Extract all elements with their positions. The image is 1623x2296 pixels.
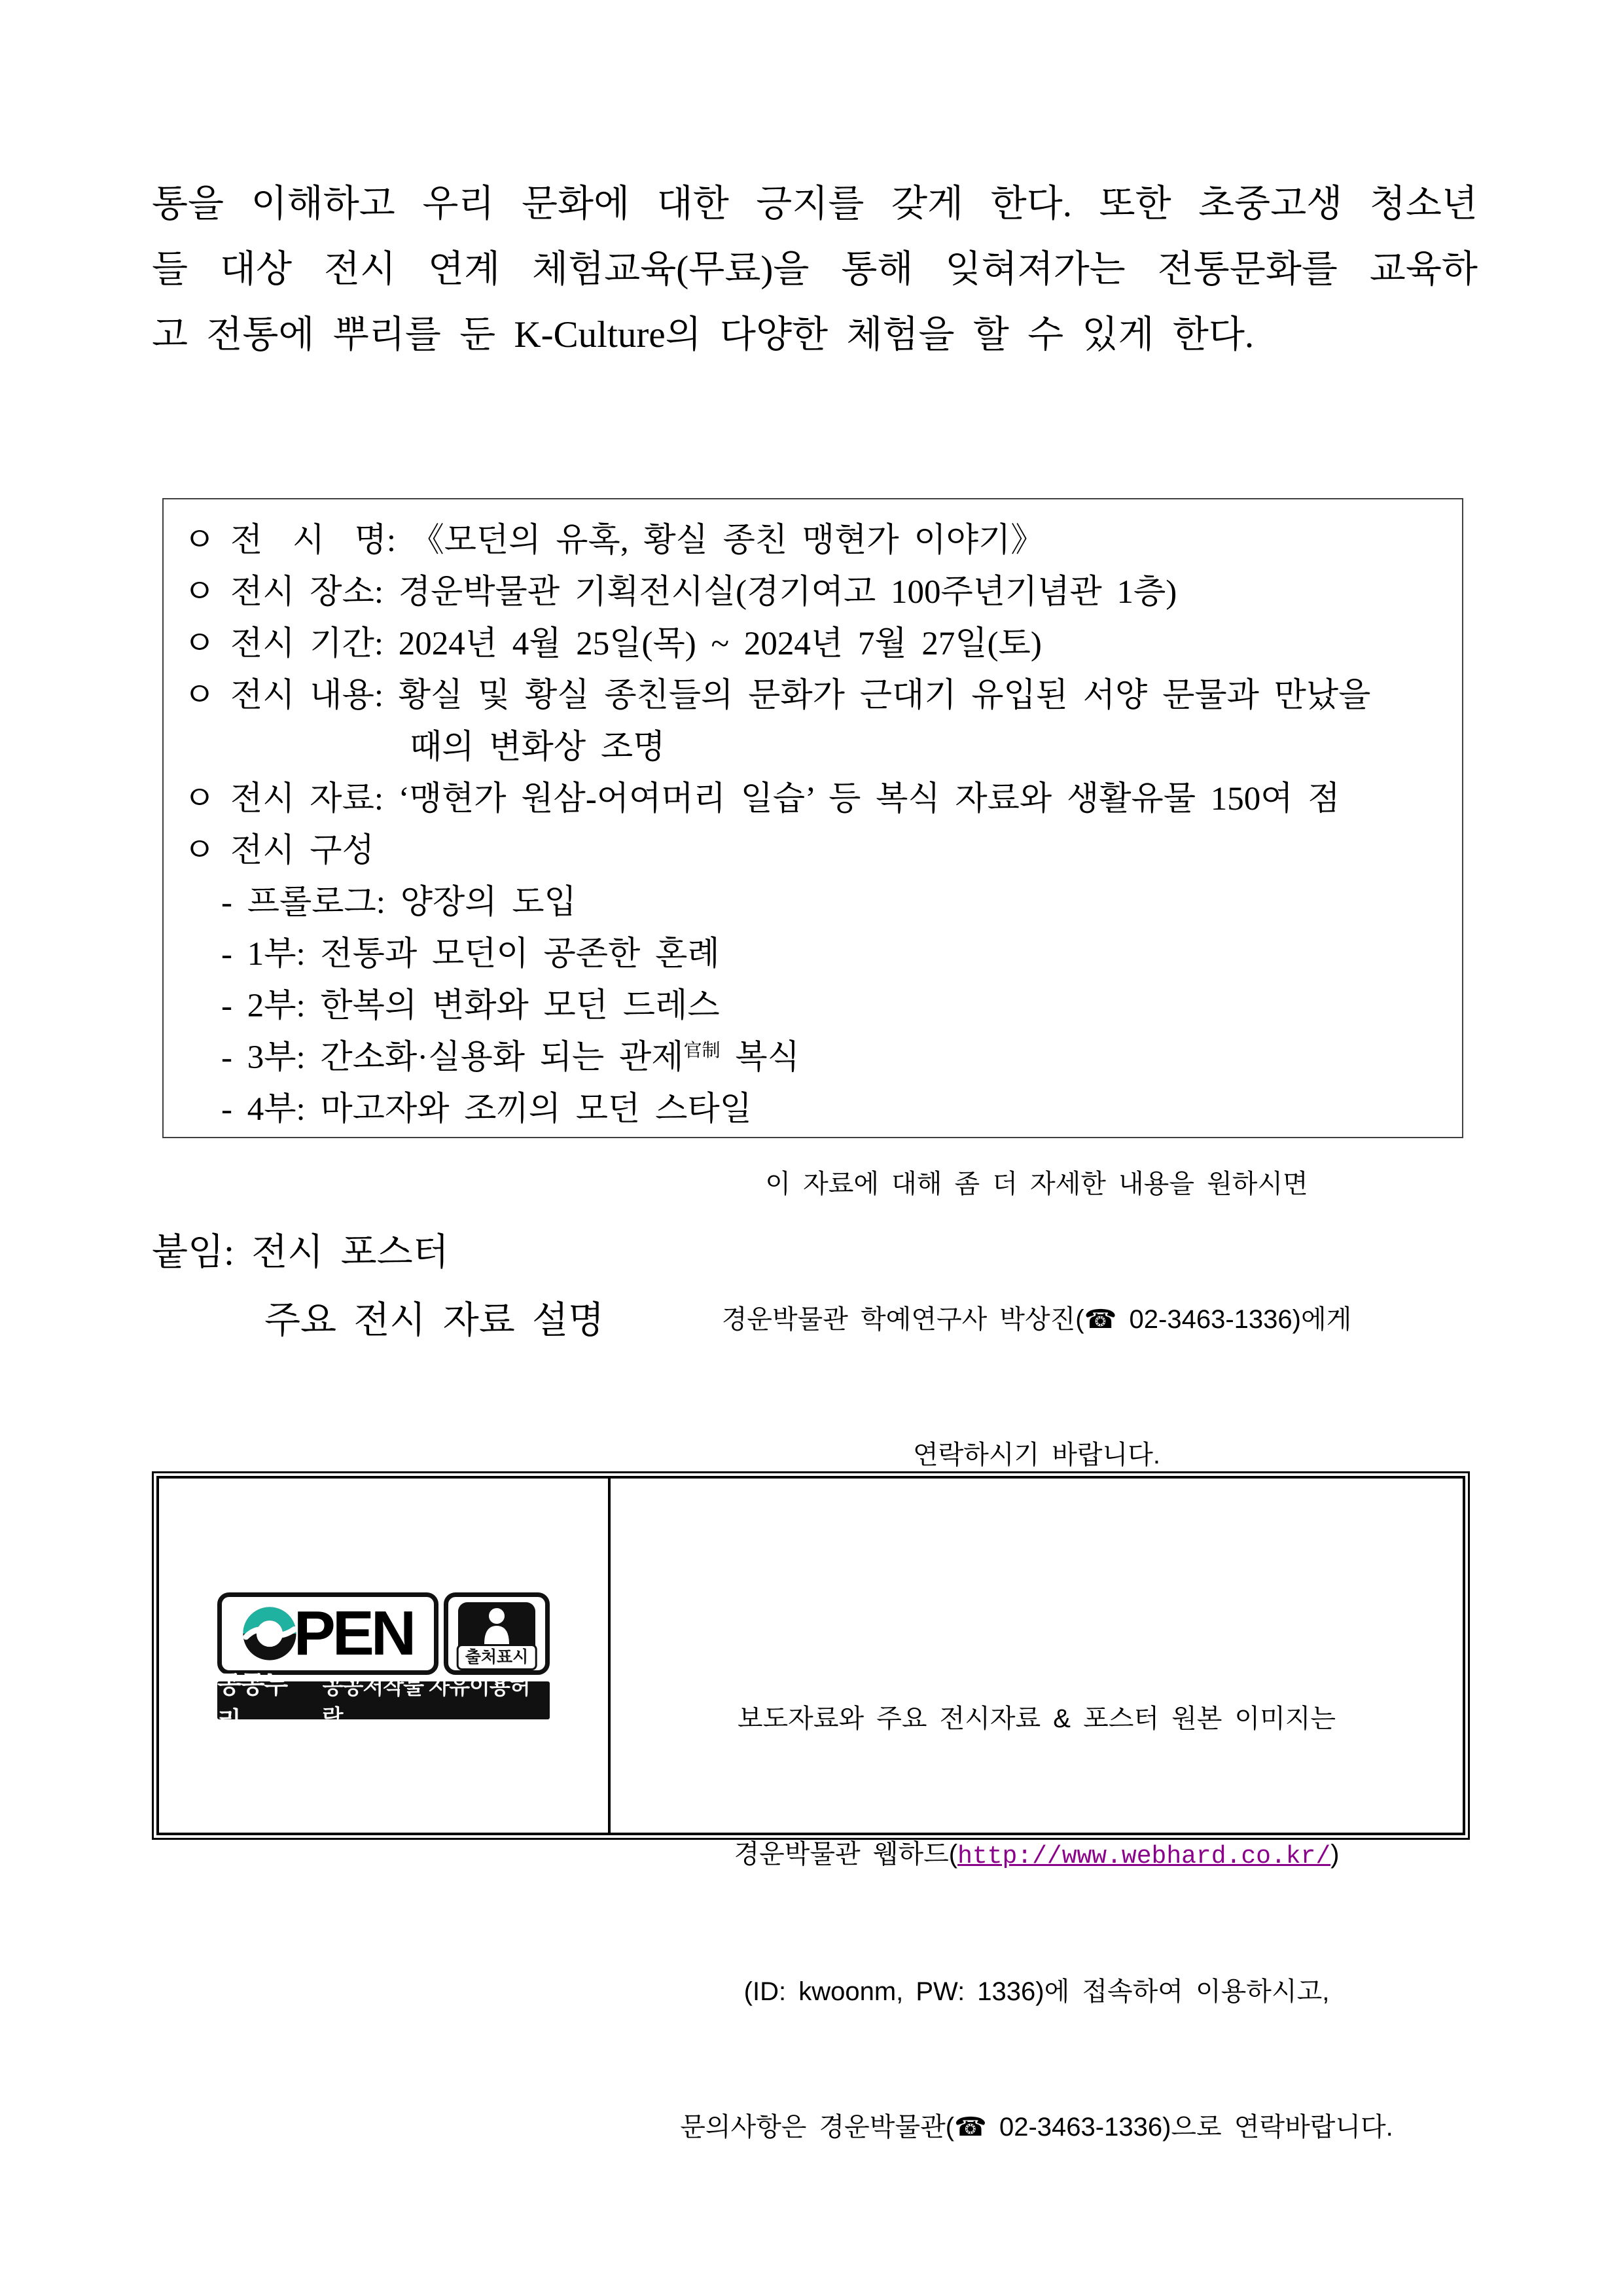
contact-p2-line-4: 문의사항은 경운박물관(☎ 02-3463-1336)으로 연락바랍니다. bbox=[680, 2112, 1393, 2142]
exhibition-materials: ㅇ 전시 자료: ‘맹현가 원삼-어여머리 일습’ 등 복식 자료와 생활유물 150여 점 bbox=[183, 781, 1340, 817]
attachment-line-2: 주요 전시 자료 설명 bbox=[264, 1300, 605, 1341]
kogl-source-box bbox=[444, 1592, 550, 1675]
kogl-top-row bbox=[217, 1592, 550, 1675]
structure-part-3-tail: 복식 bbox=[720, 1039, 800, 1076]
exhibition-structure-header: ㅇ 전시 구성 bbox=[183, 833, 374, 869]
contact-p1-line-2: 경운박물관 학예연구사 박상진(☎ 02-3463-1336)에게 bbox=[721, 1304, 1352, 1334]
exhibition-period: ㅇ 전시 기간: 2024년 4월 25일(목) ~ 2024년 7월 27일(토) bbox=[183, 626, 1042, 662]
source-attribution-label: 출처표시 bbox=[457, 1644, 537, 1670]
exhibition-content-line-1: ㅇ 전시 내용: 황실 및 황실 종친들의 문화가 근대기 유입된 서양 문물과 만났을 bbox=[183, 677, 1371, 714]
exhibition-name: ㅇ 전 시 명: 《모던의 유혹, 황실 종친 맹현가 이야기》 bbox=[183, 522, 1044, 559]
webhard-url-link[interactable]: http://www.webhard.co.kr/ bbox=[957, 1842, 1331, 1871]
contact-p1-line-3: 연락하시기 바랍니다. bbox=[912, 1440, 1160, 1469]
intro-line-1: 통을 이해하고 우리 문화에 대한 긍지를 갖게 한다. 또한 초중고생 청소년 bbox=[152, 183, 1478, 224]
intro-paragraph bbox=[152, 171, 1478, 368]
webhard-prefix: 경운박물관 웹하드( bbox=[734, 1839, 958, 1869]
structure-part-4: - 4부: 마고자와 조끼의 모던 스타일 bbox=[221, 1091, 752, 1128]
open-letters: PEN bbox=[293, 1598, 414, 1668]
exhibition-content-line-2: 때의 변화상 조명 bbox=[410, 729, 666, 766]
kogl-license-text: 공공저작물 자유이용허락 bbox=[322, 1674, 530, 1729]
person-icon bbox=[476, 1606, 517, 1644]
contact-paragraph-1 bbox=[722, 1071, 1352, 1568]
kogl-license-mark bbox=[217, 1592, 550, 1735]
contact-p2-line-3: (ID: kwoonm, PW: 1336)에 접속하여 이용하시고, bbox=[743, 1977, 1330, 2006]
contact-paragraph-2 bbox=[680, 1606, 1393, 2240]
intro-line-3: 고 전통에 뿌리를 둔 K-Culture의 다양한 체험을 할 수 있게 한다. bbox=[152, 314, 1255, 355]
contact-p2-line-2 bbox=[680, 1832, 1393, 1879]
contact-p1-line-1: 이 자료에 대해 좀 더 자세한 내용을 원하시면 bbox=[765, 1169, 1308, 1198]
contact-p2-line-1: 보도자료와 주요 전시자료 & 포스터 원본 이미지는 bbox=[737, 1704, 1336, 1733]
structure-part-3-text: - 3부: 간소화·실용화 되는 관제 bbox=[221, 1039, 684, 1076]
open-o-swoosh-icon bbox=[243, 1607, 296, 1660]
exhibition-info-box bbox=[162, 498, 1463, 1138]
structure-prologue: - 프롤로그: 양장의 도입 bbox=[221, 884, 577, 921]
intro-line-2: 들 대상 전시 연계 체험교육(무료)을 통해 잊혀져가는 전통문화를 교육하 bbox=[152, 249, 1478, 290]
attachment-note bbox=[152, 1219, 604, 1355]
kogl-open-box bbox=[217, 1592, 438, 1675]
webhard-suffix: ) bbox=[1330, 1839, 1340, 1869]
kogl-bottom-bar bbox=[217, 1671, 550, 1735]
structure-part-2: - 2부: 한복의 변화와 모던 드레스 bbox=[221, 988, 720, 1024]
kogl-brand-text: 공공누리 bbox=[217, 1671, 288, 1735]
structure-part-1: - 1부: 전통과 모던이 공존한 혼례 bbox=[221, 936, 720, 973]
kogl-source-badge bbox=[458, 1602, 535, 1665]
exhibition-place: ㅇ 전시 장소: 경운박물관 기획전시실(경기여고 100주년기념관 1층) bbox=[183, 574, 1177, 611]
structure-part-3-hanja-superscript: 官制 bbox=[683, 1041, 721, 1061]
attachment-line-1: 붙임: 전시 포스터 bbox=[152, 1232, 449, 1273]
contact-text-cell bbox=[608, 1169, 1463, 2142]
license-cell bbox=[159, 1479, 608, 1833]
